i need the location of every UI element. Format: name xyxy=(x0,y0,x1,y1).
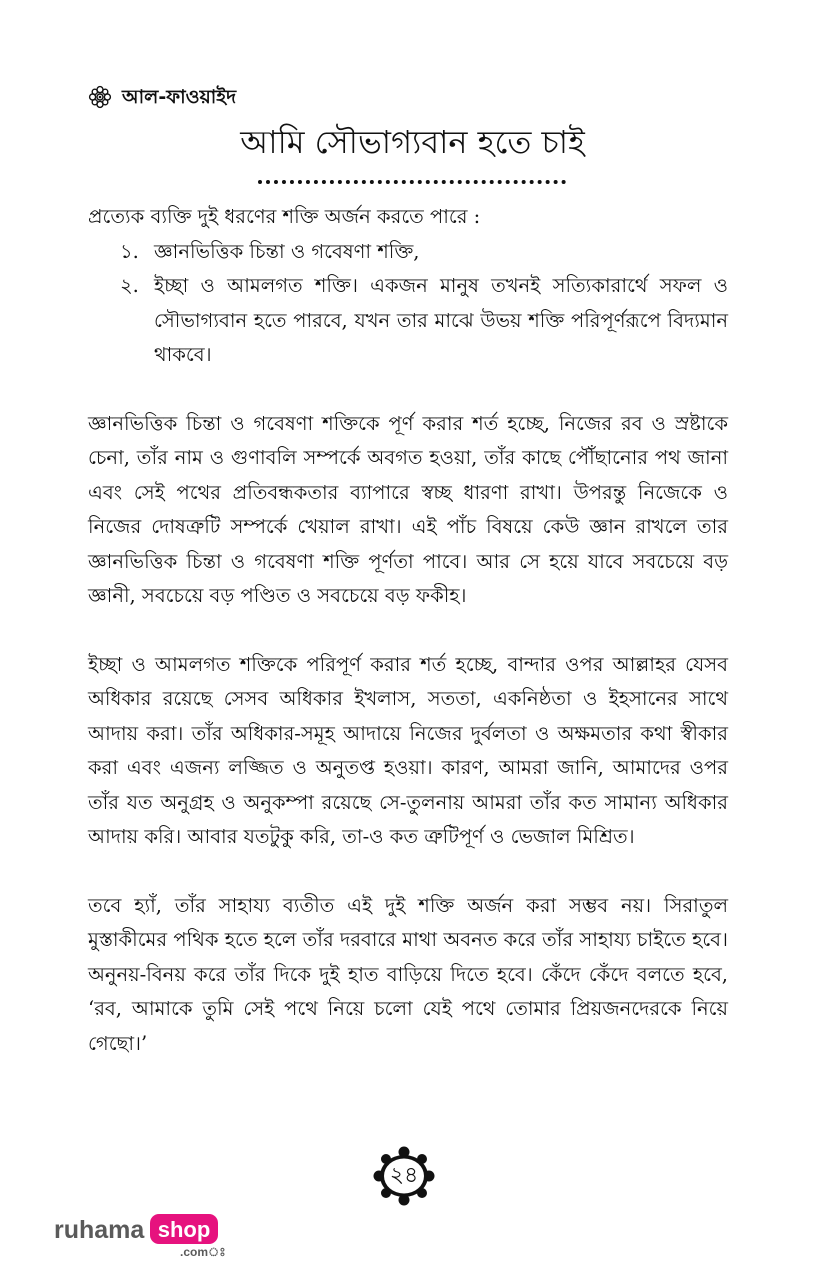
title-dotted-divider xyxy=(258,172,566,184)
paragraph: ইচ্ছা ও আমলগত শক্তিকে পরিপূর্ণ করার শর্ত হচ্ছে, বান্দার ওপর আল্লাহর যেসব অধিকার রয়েছে সেসব অধিকার ইখলাস, সততা, একনিষ্ঠতা ও ইহসানের সাথে আদায় করা। তাঁর অধিকার-সমূহ আদায়ে নিজের দুর্বলতা ও অক্ষমতার কথা স্বীকার করা এবং এজন্য লজ্জিত ও অনুতপ্ত হওয়া। কারণ, আমরা জানি, আমাদের ওপর তাঁর যত অনুগ্রহ ও অনুকম্পা রয়েছে সে-তুলনায় আমরা তাঁর কত সামান্য অধিকার আদায় করি। আবার যতটুকু করি, তা-ও কত ত্রুটিপূর্ণ ও ভেজাল মিশ্রিত। xyxy=(88,652,728,848)
list-item-text: জ্ঞানভিত্তিক চিন্তা ও গবেষণা শক্তি, xyxy=(154,239,420,263)
list-item-number: ২. xyxy=(120,274,139,297)
intro-line: প্রত্যেক ব্যক্তি দুই ধরণের শক্তি অর্জন করতে পারে : xyxy=(88,205,481,228)
paragraph: তবে হ্যাঁ, তাঁর সাহায্য ব্যতীত এই দুই শক্তি অর্জন করা সম্ভব নয়। সিরাতুল মুস্তাকীমের পথিক হতে হলে তাঁর দরবারে মাথা অবনত করে তাঁর সাহায্য চাইতে হবে। অনুনয়-বিনয় করে তাঁর দিকে দুই হাত বাড়িয়ে দিতে হবে। কেঁদে কেঁদে বলতে হবে, ‘রব, আমাকে তুমি সেই পথে নিয়ে চলো যেই পথে তোমার প্রিয়জনদেরকে নিয়ে গেছো।’ xyxy=(88,893,728,1055)
page-number-text: ২৪ xyxy=(389,1163,419,1188)
numbered-list xyxy=(88,235,728,373)
list-item xyxy=(88,235,728,270)
page-body xyxy=(88,200,728,1061)
book-title: আল-ফাওয়াইদ xyxy=(122,86,237,108)
list-item xyxy=(88,269,728,373)
list-item-text: ইচ্ছা ও আমলগত শক্তি। একজন মানুষ তখনই সত্যিকারার্থে সফল ও সৌভাগ্যবান হতে পারবে, যখন তার মাঝে উভয় শক্তি পরিপূর্ণরূপে বিদ্যমান থাকবে। xyxy=(154,274,728,366)
paragraph: জ্ঞানভিত্তিক চিন্তা ও গবেষণা শক্তিকে পূর্ণ করার শর্ত হচ্ছে, নিজের রব ও স্রষ্টাকে চেনা, তাঁর নাম ও গুণাবলি সম্পর্কে অবগত হওয়া, তাঁর কাছে পৌঁছানোর পথ জানা এবং সেই পথের প্রতিবন্ধকতার ব্যাপারে স্বচ্ছ ধারণা রাখা। উপরন্তু নিজেকে ও নিজের দোষত্রুটি সম্পর্কে খেয়াল রাখা। এই পাঁচ বিষয়ে কেউ জ্ঞান রাখলে তার জ্ঞানভিত্তিক চিন্তা ও গবেষণা শক্তি পূর্ণতা পাবে। আর সে হয়ে যাবে সবচেয়ে বড় জ্ঞানী, সবচেয়ে বড় পণ্ডিত ও সবচেয়ে বড় ফকীহ। xyxy=(88,411,728,607)
chapter-title: আমি সৌভাগ্যবান হতে চাই xyxy=(240,123,585,161)
logo-brand-text: ruhama xyxy=(54,1216,145,1244)
logo-badge-text: shop xyxy=(157,1217,211,1242)
flower-ornament-icon xyxy=(88,85,112,109)
list-item-number: ১. xyxy=(120,239,139,263)
page-number xyxy=(372,1146,436,1206)
ruhamashop-logo xyxy=(52,1208,227,1262)
logo-suffix-text: .comঃ xyxy=(180,1245,226,1259)
running-header xyxy=(88,84,236,110)
